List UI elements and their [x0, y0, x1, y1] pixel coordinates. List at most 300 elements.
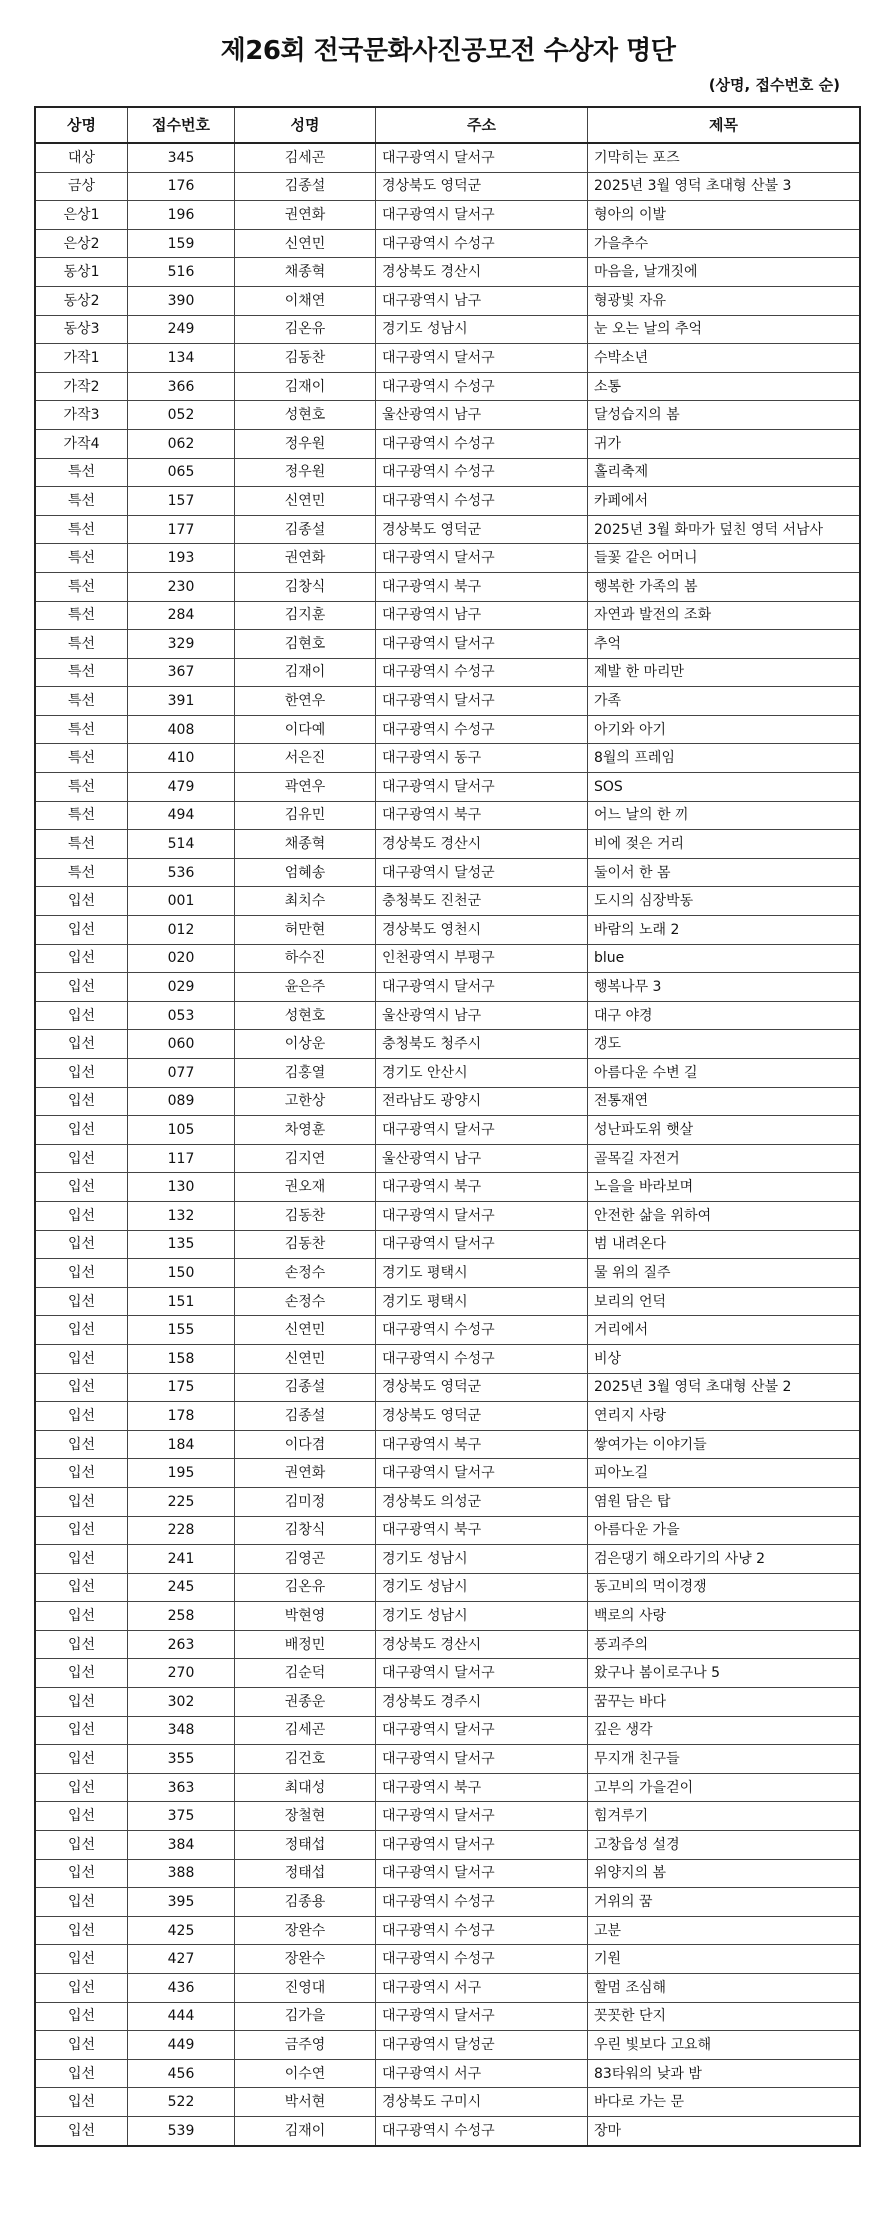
table-row	[35, 1516, 860, 1545]
table-row	[35, 830, 860, 859]
cell-entry-number: 117	[128, 1144, 235, 1173]
cell-entry-number: 425	[128, 1916, 235, 1945]
cell-title: 카페에서	[588, 487, 861, 516]
table-row	[35, 887, 860, 916]
table-row	[35, 1316, 860, 1345]
cell-address: 경상북도 의성군	[376, 1487, 588, 1516]
cell-title: 자연과 발전의 조화	[588, 601, 861, 630]
cell-address: 대구광역시 달서구	[376, 1802, 588, 1831]
cell-title: 할멈 조심해	[588, 1974, 861, 2003]
cell-title: 고부의 가을걷이	[588, 1773, 861, 1802]
cell-award: 특선	[35, 658, 128, 687]
cell-award: 대상	[35, 143, 128, 172]
cell-title: 무지개 친구들	[588, 1745, 861, 1774]
cell-entry-number: 514	[128, 830, 235, 859]
table-row	[35, 315, 860, 344]
header-entry-number: 접수번호	[128, 107, 235, 143]
table-row	[35, 1545, 860, 1574]
cell-entry-number: 155	[128, 1316, 235, 1345]
cell-entry-number: 178	[128, 1402, 235, 1431]
cell-award: 입선	[35, 2031, 128, 2060]
cell-name: 박서현	[235, 2088, 376, 2117]
cell-award: 동상3	[35, 315, 128, 344]
table-row	[35, 458, 860, 487]
cell-title: 안전한 삶을 위하여	[588, 1201, 861, 1230]
cell-address: 대구광역시 수성구	[376, 429, 588, 458]
cell-name: 김현호	[235, 630, 376, 659]
table-row	[35, 1201, 860, 1230]
cell-name: 신연민	[235, 229, 376, 258]
cell-address: 대구광역시 달서구	[376, 143, 588, 172]
cell-entry-number: 302	[128, 1688, 235, 1717]
cell-title: 꼿꼿한 단지	[588, 2002, 861, 2031]
cell-entry-number: 105	[128, 1116, 235, 1145]
cell-address: 대구광역시 달성군	[376, 858, 588, 887]
cell-name: 김세곤	[235, 143, 376, 172]
cell-entry-number: 444	[128, 2002, 235, 2031]
cell-entry-number: 020	[128, 944, 235, 973]
cell-address: 대구광역시 수성구	[376, 2116, 588, 2145]
cell-title: 어느 날의 한 끼	[588, 801, 861, 830]
cell-award: 입선	[35, 1630, 128, 1659]
cell-entry-number: 176	[128, 172, 235, 201]
table-row	[35, 1087, 860, 1116]
table-row	[35, 2031, 860, 2060]
table-row	[35, 1487, 860, 1516]
cell-name: 신연민	[235, 1344, 376, 1373]
cell-address: 대구광역시 달서구	[376, 687, 588, 716]
cell-award: 동상1	[35, 258, 128, 287]
cell-award: 입선	[35, 1716, 128, 1745]
cell-award: 입선	[35, 1116, 128, 1145]
table-row	[35, 1888, 860, 1917]
cell-award: 입선	[35, 916, 128, 945]
cell-address: 경기도 성남시	[376, 1602, 588, 1631]
cell-address: 경상북도 영천시	[376, 916, 588, 945]
cell-name: 이채연	[235, 286, 376, 315]
cell-entry-number: 134	[128, 344, 235, 373]
cell-title: 추억	[588, 630, 861, 659]
cell-title: 보리의 언덕	[588, 1287, 861, 1316]
cell-award: 입선	[35, 1802, 128, 1831]
cell-award: 특선	[35, 515, 128, 544]
cell-entry-number: 053	[128, 1001, 235, 1030]
cell-name: 최대성	[235, 1773, 376, 1802]
cell-name: 하수진	[235, 944, 376, 973]
cell-entry-number: 065	[128, 458, 235, 487]
cell-title: 갱도	[588, 1030, 861, 1059]
table-row	[35, 858, 860, 887]
cell-address: 대구광역시 수성구	[376, 1888, 588, 1917]
table-row	[35, 1974, 860, 2003]
cell-entry-number: 225	[128, 1487, 235, 1516]
cell-address: 대구광역시 북구	[376, 1516, 588, 1545]
cell-name: 허만현	[235, 916, 376, 945]
cell-entry-number: 355	[128, 1745, 235, 1774]
cell-name: 배정민	[235, 1630, 376, 1659]
cell-address: 대구광역시 달서구	[376, 1230, 588, 1259]
cell-title: 들꽃 같은 어머니	[588, 544, 861, 573]
cell-title: 연리지 사랑	[588, 1402, 861, 1431]
cell-award: 가작2	[35, 372, 128, 401]
cell-title: 힘겨루기	[588, 1802, 861, 1831]
table-row	[35, 1344, 860, 1373]
cell-award: 입선	[35, 1459, 128, 1488]
cell-entry-number: 449	[128, 2031, 235, 2060]
cell-award: 특선	[35, 687, 128, 716]
table-row	[35, 1916, 860, 1945]
table-row	[35, 1831, 860, 1860]
table-row	[35, 1001, 860, 1030]
cell-title: 골목길 자전거	[588, 1144, 861, 1173]
cell-title: 꿈꾸는 바다	[588, 1688, 861, 1717]
cell-name: 권오재	[235, 1173, 376, 1202]
table-body	[35, 143, 860, 2146]
table-row	[35, 487, 860, 516]
cell-address: 대구광역시 수성구	[376, 1945, 588, 1974]
cell-name: 권연화	[235, 201, 376, 230]
cell-name: 박현영	[235, 1602, 376, 1631]
header-name: 성명	[235, 107, 376, 143]
cell-name: 이다예	[235, 715, 376, 744]
cell-address: 대구광역시 달서구	[376, 344, 588, 373]
cell-name: 장완수	[235, 1945, 376, 1974]
cell-entry-number: 029	[128, 973, 235, 1002]
cell-award: 입선	[35, 1201, 128, 1230]
cell-title: 노을을 바라보며	[588, 1173, 861, 1202]
cell-name: 김동찬	[235, 1230, 376, 1259]
cell-award: 가작4	[35, 429, 128, 458]
table-row	[35, 515, 860, 544]
cell-entry-number: 384	[128, 1831, 235, 1860]
cell-award: 특선	[35, 487, 128, 516]
cell-entry-number: 436	[128, 1974, 235, 2003]
cell-award: 입선	[35, 2002, 128, 2031]
cell-name: 김종설	[235, 1402, 376, 1431]
table-row	[35, 1602, 860, 1631]
cell-award: 동상2	[35, 286, 128, 315]
cell-name: 김영곤	[235, 1545, 376, 1574]
cell-entry-number: 230	[128, 572, 235, 601]
cell-entry-number: 060	[128, 1030, 235, 1059]
table-row	[35, 1173, 860, 1202]
table-row	[35, 916, 860, 945]
cell-entry-number: 077	[128, 1059, 235, 1088]
cell-entry-number: 536	[128, 858, 235, 887]
table-row	[35, 973, 860, 1002]
cell-address: 대구광역시 북구	[376, 1430, 588, 1459]
cell-award: 입선	[35, 1974, 128, 2003]
cell-award: 입선	[35, 1573, 128, 1602]
table-row	[35, 401, 860, 430]
table-row	[35, 544, 860, 573]
table-row	[35, 229, 860, 258]
cell-name: 엄혜송	[235, 858, 376, 887]
cell-address: 경상북도 경산시	[376, 830, 588, 859]
cell-title: 바다로 가는 문	[588, 2088, 861, 2117]
cell-award: 입선	[35, 1087, 128, 1116]
cell-address: 경상북도 구미시	[376, 2088, 588, 2117]
sort-order-note: (상명, 접수번호 순)	[708, 76, 840, 94]
table-row	[35, 258, 860, 287]
header-address: 주소	[376, 107, 588, 143]
cell-entry-number: 196	[128, 201, 235, 230]
cell-award: 입선	[35, 1916, 128, 1945]
cell-award: 특선	[35, 715, 128, 744]
cell-title: blue	[588, 944, 861, 973]
cell-address: 경상북도 영덕군	[376, 1373, 588, 1402]
cell-address: 대구광역시 달서구	[376, 201, 588, 230]
cell-title: 기막히는 포즈	[588, 143, 861, 172]
cell-title: 전통재연	[588, 1087, 861, 1116]
cell-address: 경기도 성남시	[376, 1545, 588, 1574]
cell-entry-number: 388	[128, 1859, 235, 1888]
cell-title: 고분	[588, 1916, 861, 1945]
table-row	[35, 773, 860, 802]
cell-award: 특선	[35, 773, 128, 802]
cell-name: 성현호	[235, 401, 376, 430]
table-row	[35, 1116, 860, 1145]
cell-address: 대구광역시 달서구	[376, 1201, 588, 1230]
cell-address: 대구광역시 북구	[376, 1173, 588, 1202]
table-row	[35, 344, 860, 373]
cell-address: 대구광역시 달서구	[376, 630, 588, 659]
cell-entry-number: 193	[128, 544, 235, 573]
table-row	[35, 429, 860, 458]
table-row	[35, 1459, 860, 1488]
cell-address: 울산광역시 남구	[376, 401, 588, 430]
cell-address: 대구광역시 수성구	[376, 658, 588, 687]
cell-name: 김동찬	[235, 1201, 376, 1230]
winners-table	[34, 106, 861, 2147]
cell-title: 둘이서 한 몸	[588, 858, 861, 887]
cell-address: 대구광역시 달서구	[376, 1859, 588, 1888]
cell-title: 형아의 이발	[588, 201, 861, 230]
cell-entry-number: 177	[128, 515, 235, 544]
table-row	[35, 1144, 860, 1173]
cell-award: 가작3	[35, 401, 128, 430]
table-row	[35, 944, 860, 973]
cell-title: 바람의 노래 2	[588, 916, 861, 945]
cell-award: 입선	[35, 2088, 128, 2117]
cell-entry-number: 539	[128, 2116, 235, 2145]
cell-entry-number: 367	[128, 658, 235, 687]
table-row	[35, 2116, 860, 2145]
cell-address: 충청북도 진천군	[376, 887, 588, 916]
table-row	[35, 1859, 860, 1888]
cell-entry-number: 245	[128, 1573, 235, 1602]
cell-title: 행복한 가족의 봄	[588, 572, 861, 601]
header-award: 상명	[35, 107, 128, 143]
cell-name: 윤은주	[235, 973, 376, 1002]
table-row	[35, 1030, 860, 1059]
cell-entry-number: 456	[128, 2059, 235, 2088]
cell-address: 경상북도 영덕군	[376, 515, 588, 544]
cell-address: 대구광역시 달서구	[376, 1659, 588, 1688]
cell-entry-number: 001	[128, 887, 235, 916]
cell-address: 충청북도 청주시	[376, 1030, 588, 1059]
cell-entry-number: 062	[128, 429, 235, 458]
cell-award: 입선	[35, 1402, 128, 1431]
cell-name: 김건호	[235, 1745, 376, 1774]
cell-award: 입선	[35, 1344, 128, 1373]
cell-name: 손정수	[235, 1287, 376, 1316]
cell-entry-number: 249	[128, 315, 235, 344]
cell-title: 도시의 심장박동	[588, 887, 861, 916]
table-row	[35, 1259, 860, 1288]
cell-address: 울산광역시 남구	[376, 1144, 588, 1173]
cell-address: 경기도 성남시	[376, 315, 588, 344]
cell-title: 가을추수	[588, 229, 861, 258]
cell-address: 대구광역시 달서구	[376, 1116, 588, 1145]
cell-address: 인천광역시 부평구	[376, 944, 588, 973]
cell-award: 입선	[35, 2059, 128, 2088]
cell-entry-number: 516	[128, 258, 235, 287]
cell-entry-number: 395	[128, 1888, 235, 1917]
cell-name: 권연화	[235, 1459, 376, 1488]
cell-title: 수박소년	[588, 344, 861, 373]
cell-address: 대구광역시 남구	[376, 601, 588, 630]
cell-entry-number: 258	[128, 1602, 235, 1631]
cell-name: 김재이	[235, 372, 376, 401]
cell-entry-number: 363	[128, 1773, 235, 1802]
cell-award: 특선	[35, 858, 128, 887]
cell-address: 대구광역시 달서구	[376, 1716, 588, 1745]
table-row	[35, 1802, 860, 1831]
cell-address: 경상북도 경산시	[376, 258, 588, 287]
cell-address: 대구광역시 남구	[376, 286, 588, 315]
cell-title: SOS	[588, 773, 861, 802]
cell-title: 깊은 생각	[588, 1716, 861, 1745]
cell-award: 입선	[35, 973, 128, 1002]
cell-title: 왔구나 봄이로구나 5	[588, 1659, 861, 1688]
cell-award: 특선	[35, 744, 128, 773]
cell-award: 금상	[35, 172, 128, 201]
cell-address: 전라남도 광양시	[376, 1087, 588, 1116]
cell-name: 이수연	[235, 2059, 376, 2088]
cell-name: 김유민	[235, 801, 376, 830]
cell-entry-number: 195	[128, 1459, 235, 1488]
cell-award: 입선	[35, 887, 128, 916]
cell-award: 입선	[35, 1373, 128, 1402]
cell-title: 물 위의 질주	[588, 1259, 861, 1288]
cell-entry-number: 135	[128, 1230, 235, 1259]
cell-title: 거리에서	[588, 1316, 861, 1345]
cell-entry-number: 522	[128, 2088, 235, 2117]
cell-name: 정태섭	[235, 1859, 376, 1888]
cell-title: 2025년 3월 영덕 초대형 산불 3	[588, 172, 861, 201]
cell-address: 대구광역시 달서구	[376, 773, 588, 802]
cell-award: 입선	[35, 1602, 128, 1631]
table-row	[35, 1373, 860, 1402]
cell-title: 소통	[588, 372, 861, 401]
cell-award: 입선	[35, 1545, 128, 1574]
cell-address: 대구광역시 수성구	[376, 1344, 588, 1373]
cell-award: 입선	[35, 1259, 128, 1288]
cell-entry-number: 284	[128, 601, 235, 630]
cell-name: 정우원	[235, 429, 376, 458]
table-row	[35, 172, 860, 201]
cell-entry-number: 052	[128, 401, 235, 430]
cell-award: 특선	[35, 572, 128, 601]
cell-name: 채종혁	[235, 830, 376, 859]
table-row	[35, 143, 860, 172]
cell-award: 특선	[35, 630, 128, 659]
cell-title: 염원 담은 탑	[588, 1487, 861, 1516]
table-row	[35, 744, 860, 773]
cell-name: 김종설	[235, 172, 376, 201]
cell-award: 입선	[35, 1888, 128, 1917]
cell-address: 대구광역시 수성구	[376, 372, 588, 401]
cell-award: 입선	[35, 1831, 128, 1860]
cell-title: 고창읍성 설경	[588, 1831, 861, 1860]
header-title: 제목	[588, 107, 861, 143]
cell-name: 채종혁	[235, 258, 376, 287]
cell-entry-number: 391	[128, 687, 235, 716]
cell-address: 경상북도 영덕군	[376, 1402, 588, 1431]
cell-title: 눈 오는 날의 추억	[588, 315, 861, 344]
cell-entry-number: 390	[128, 286, 235, 315]
cell-award: 특선	[35, 801, 128, 830]
cell-award: 입선	[35, 1287, 128, 1316]
cell-title: 백로의 사랑	[588, 1602, 861, 1631]
cell-name: 이상운	[235, 1030, 376, 1059]
cell-name: 권연화	[235, 544, 376, 573]
cell-title: 아름다운 수변 길	[588, 1059, 861, 1088]
cell-address: 경기도 안산시	[376, 1059, 588, 1088]
cell-address: 대구광역시 달서구	[376, 1459, 588, 1488]
cell-name: 금주영	[235, 2031, 376, 2060]
cell-title: 풍괴주의	[588, 1630, 861, 1659]
cell-award: 입선	[35, 1430, 128, 1459]
cell-entry-number: 375	[128, 1802, 235, 1831]
cell-name: 김동찬	[235, 344, 376, 373]
cell-award: 입선	[35, 1030, 128, 1059]
table-row	[35, 1059, 860, 1088]
cell-name: 김종용	[235, 1888, 376, 1917]
cell-address: 대구광역시 달서구	[376, 973, 588, 1002]
cell-title: 범 내려온다	[588, 1230, 861, 1259]
cell-address: 대구광역시 동구	[376, 744, 588, 773]
cell-name: 김미정	[235, 1487, 376, 1516]
cell-name: 곽연우	[235, 773, 376, 802]
cell-entry-number: 132	[128, 1201, 235, 1230]
cell-address: 경상북도 영덕군	[376, 172, 588, 201]
cell-address: 울산광역시 남구	[376, 1001, 588, 1030]
cell-entry-number: 157	[128, 487, 235, 516]
table-row	[35, 286, 860, 315]
cell-name: 성현호	[235, 1001, 376, 1030]
cell-address: 대구광역시 북구	[376, 1773, 588, 1802]
cell-title: 홀리축제	[588, 458, 861, 487]
cell-award: 입선	[35, 1487, 128, 1516]
cell-title: 성난파도위 햇살	[588, 1116, 861, 1145]
cell-name: 김홍열	[235, 1059, 376, 1088]
cell-award: 입선	[35, 2116, 128, 2145]
cell-name: 신연민	[235, 1316, 376, 1345]
cell-address: 대구광역시 수성구	[376, 1316, 588, 1345]
cell-entry-number: 263	[128, 1630, 235, 1659]
cell-title: 가족	[588, 687, 861, 716]
cell-award: 입선	[35, 1945, 128, 1974]
cell-name: 김지연	[235, 1144, 376, 1173]
page-title: 제26회 전국문화사진공모전 수상자 명단	[220, 36, 676, 66]
cell-name: 차영훈	[235, 1116, 376, 1145]
table-row	[35, 1430, 860, 1459]
table-row	[35, 1688, 860, 1717]
cell-name: 김온유	[235, 1573, 376, 1602]
table-row	[35, 1573, 860, 1602]
